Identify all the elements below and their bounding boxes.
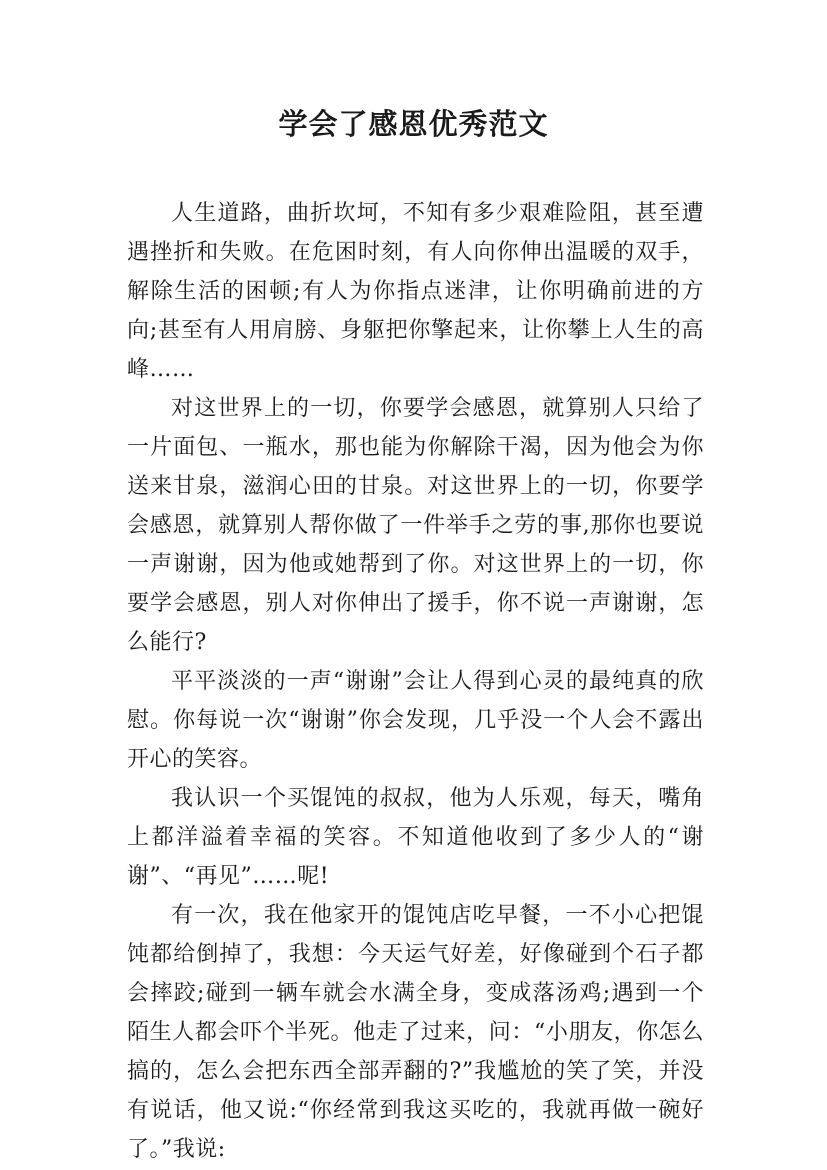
paragraph-3: 平平淡淡的一声“谢谢”会让人得到心灵的最纯真的欣慰。你每说一次“谢谢”你会发现，几乎没一个人会不露出开心的笑容。 [127,669,704,772]
paragraph-2: 对这世界上的一切，你要学会感恩，就算别人只给了一片面包、一瓶水，那也能为你解除干渴，因为他会为你送来甘泉，滋润心田的甘泉。对这世界上的一切，你要学会感恩，就算别人帮你做了一件举手之劳的事,那你也要说一声谢谢，因为他或她帮到了你。对这世界上的一切，你要学会感恩，别人对你伸出了援手，你不说一声谢谢，怎么能行? [127,396,704,655]
document-title: 学会了感恩优秀范文 [278,107,549,141]
paragraph-1: 人生道路，曲折坎坷，不知有多少艰难险阻，甚至遭遇挫折和失败。在危困时刻，有人向你伸出温暖的双手，解除生活的困顿;有人为你指点迷津，让你明确前进的方向;甚至有人用肩膀、身躯把你擎起来，让你攀上人生的高峰…… [127,201,704,382]
paragraph-5: 有一次，我在他家开的馄饨店吃早餐，一不小心把馄饨都给倒掉了，我想：今天运气好差，好像碰到个石子都会摔跤;碰到一辆车就会水满全身，变成落汤鸡;遇到一个陌生人都会吓个半死。他走了过来，问：“小朋友，你怎么搞的，怎么会把东西全部弄翻的?”我尴尬的笑了笑，并没有说话，他又说:“你经常到我这买吃的，我就再做一碗好了。”我说: [127,903,704,1162]
paragraph-4: 我认识一个买馄饨的叔叔，他为人乐观，每天，嘴角上都洋溢着幸福的笑容。不知道他收到了多少人的“谢谢”、“再见”……呢! [127,786,704,889]
document-body [127,194,704,1169]
